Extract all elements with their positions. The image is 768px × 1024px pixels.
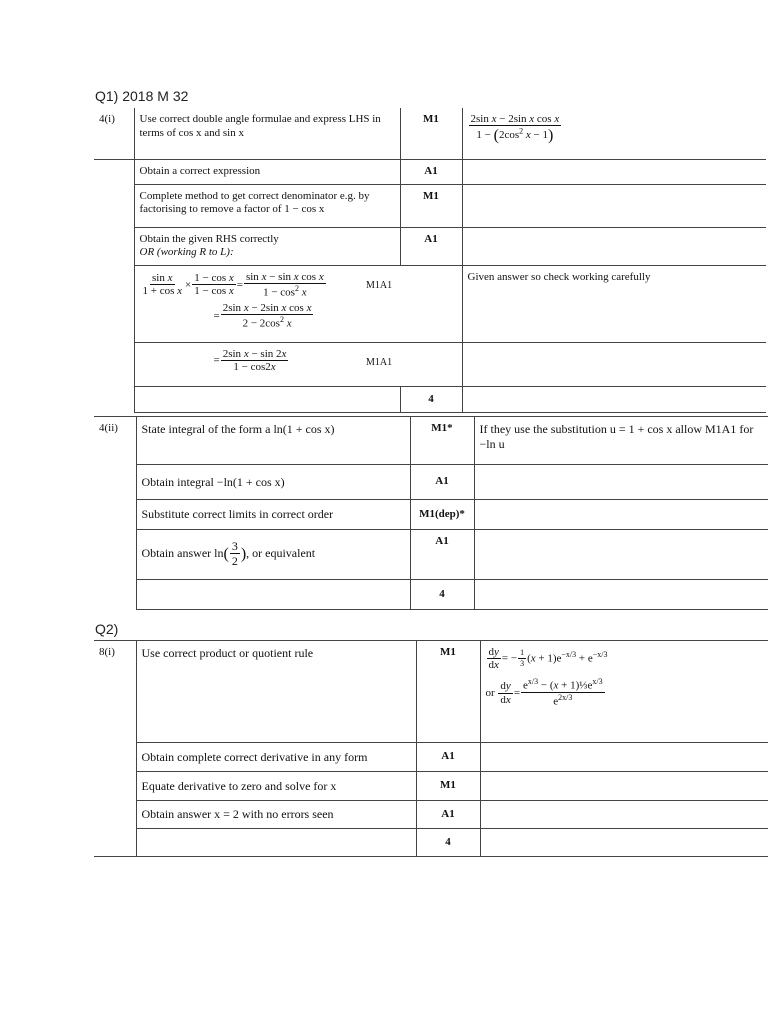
total-mark: 4 bbox=[416, 829, 480, 857]
mark-scheme-text: Obtain answer x = 2 with no errors seen bbox=[136, 801, 416, 829]
mark: M1(dep)* bbox=[410, 500, 474, 530]
mark-scheme-text: State integral of the form a ln(1 + cos x) bbox=[136, 417, 410, 465]
mark: M1* bbox=[410, 417, 474, 465]
mark: A1 bbox=[400, 227, 462, 266]
question-1-heading: Q1) 2018 M 32 bbox=[95, 88, 189, 104]
mark: A1 bbox=[410, 465, 474, 500]
mark-scheme-text: Obtain complete correct derivative in any form bbox=[136, 743, 416, 772]
mark: M1 bbox=[400, 184, 462, 227]
total-mark: 4 bbox=[400, 387, 462, 413]
mark: M1 bbox=[416, 772, 480, 801]
mark-scheme-text: Substitute correct limits in correct order bbox=[136, 500, 410, 530]
total-mark: 4 bbox=[410, 580, 474, 610]
question-number: 4(i) bbox=[94, 108, 134, 159]
mark-scheme-text: Use correct product or quotient rule bbox=[136, 641, 416, 743]
mark-scheme-table-8i bbox=[94, 640, 768, 857]
question-2-heading: Q2) bbox=[95, 621, 119, 637]
mark: A1 bbox=[410, 530, 474, 580]
rhs-text: Obtain the given RHS correctly bbox=[139, 232, 279, 245]
mark: M1 bbox=[400, 108, 462, 159]
mark: A1 bbox=[400, 159, 462, 184]
mark-scheme-text: Complete method to get correct denominator e.g. by factorising to remove a factor of 1 − cos x bbox=[134, 184, 400, 227]
question-number: 8(i) bbox=[94, 641, 136, 743]
mark-scheme-table-4i bbox=[94, 108, 766, 413]
mark-scheme-note: $\frac{dy}{dx}$ = − $\frac{1}{3}$ $(x + 1)e^{-x/3} + e^{-x/3}$ or $\frac{dy}{dx}$ = $\frac{e^{x/3} - (x + 1)\frac{1}{3}e^{x/3}}{e^{2x/3}}$ bbox=[480, 641, 768, 743]
table-bottom-rule bbox=[137, 609, 768, 610]
working-final-step: = $\frac{\text{2sin x − sin 2x}}{1 - \cos 2x}$ bbox=[134, 343, 400, 387]
mark-scheme-note: Given answer so check working carefully bbox=[462, 266, 766, 343]
mark-scheme-note: If they use the substitution u = 1 + cos x allow M1A1 for −ln u bbox=[474, 417, 768, 465]
mark-scheme-text: Obtain answer ln( $\frac{3}{2}$ ), or equivalent bbox=[136, 530, 410, 580]
mark: A1 bbox=[416, 801, 480, 829]
mark-scheme-text: Equate derivative to zero and solve for x bbox=[136, 772, 416, 801]
inline-mark: M1A1 bbox=[400, 343, 462, 387]
alternative-method-label: OR (working R to L): bbox=[139, 246, 234, 259]
mark: A1 bbox=[416, 743, 480, 772]
inline-mark: M1A1 bbox=[400, 266, 462, 343]
mark-scheme-table-4ii bbox=[94, 416, 768, 610]
mark: M1 bbox=[416, 641, 480, 743]
mark-scheme-text: Obtain integral −ln(1 + cos x) bbox=[136, 465, 410, 500]
working-r-to-l: $\frac{\text{sin x}}{\text{1 + cos x}}$ × $\frac{\text{1 − cos x}}{\text{1 − cos x}}$ = $\frac{\text{sin x − sin x cos x}}{1 - \cos^2 x}$ = $\frac{\text{2sin x − 2sin x cos x}}{2 - 2\cos^2 x}$ bbox=[134, 266, 400, 343]
mark-scheme-text: Obtain a correct expression bbox=[134, 159, 400, 184]
mark-scheme-text bbox=[134, 227, 400, 266]
table-bottom-rule bbox=[94, 856, 768, 857]
question-number: 4(ii) bbox=[94, 417, 136, 465]
mark-scheme-text: Use correct double angle formulae and express LHS in terms of cos x and sin x bbox=[134, 108, 400, 159]
mark-scheme-note: $\frac{\text{2sin x − 2sin x cos x}}{1 - (2\cos^2 x - 1)}$ bbox=[462, 108, 766, 159]
